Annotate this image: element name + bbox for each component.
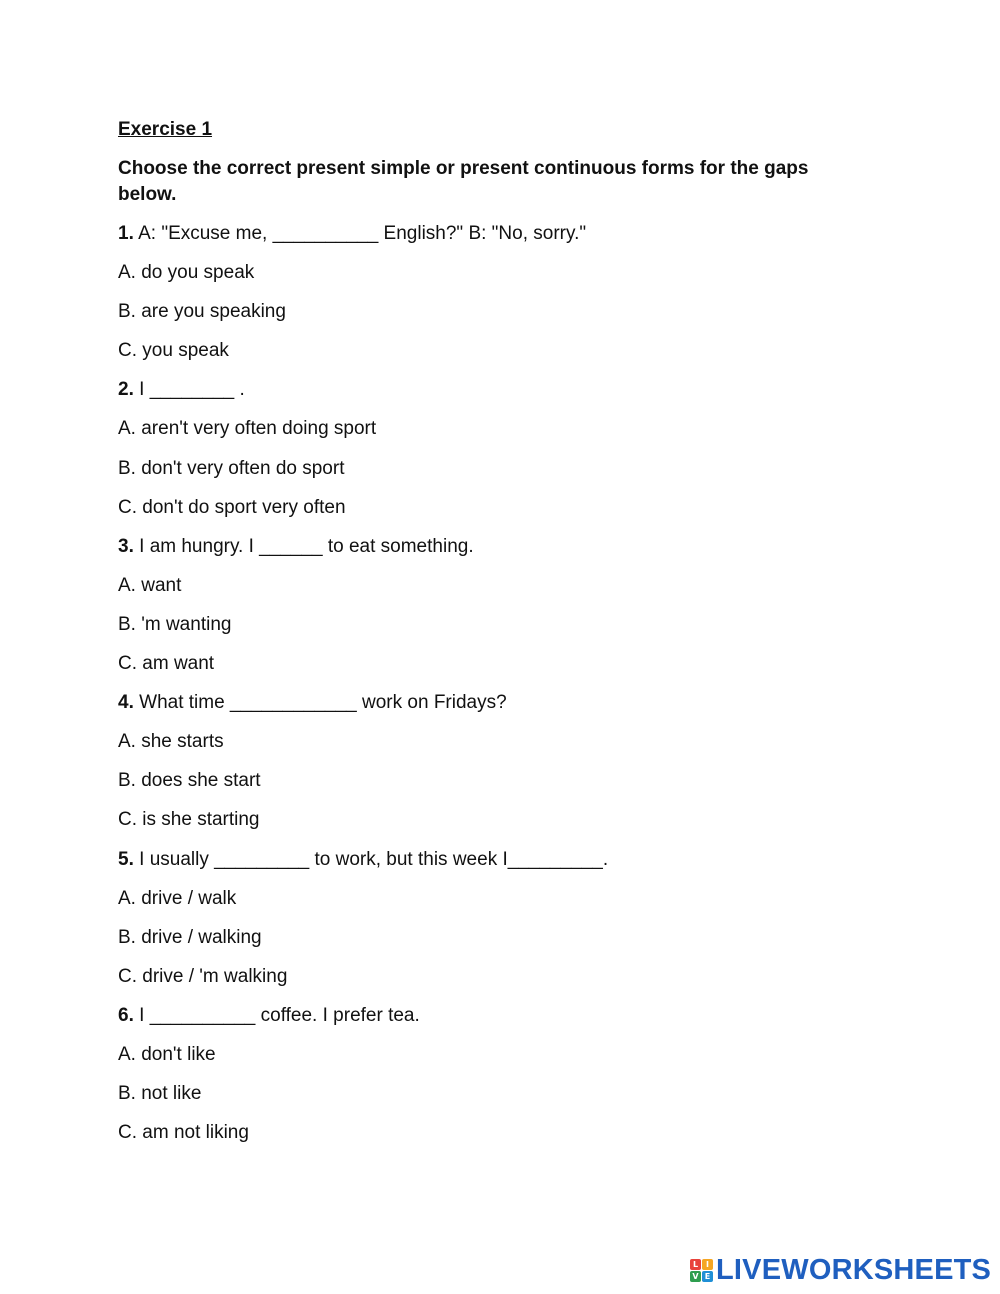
worksheet-page: [118, 117, 858, 1159]
question-number: 1.: [118, 223, 134, 244]
logo-text: LIVEWORKSHEETS: [716, 1254, 992, 1286]
option-2c[interactable]: C. don't do sport very often: [118, 496, 346, 518]
exercise-instruction: Choose the correct present simple or present continuous forms for the gaps below.: [118, 158, 809, 205]
option-1c[interactable]: C. you speak: [118, 340, 229, 362]
question-number: 4.: [118, 692, 134, 714]
option-6b[interactable]: B. not like: [118, 1083, 202, 1105]
option-5a[interactable]: A. drive / walk: [118, 887, 237, 909]
question-text: I am hungry. I ______ to eat something.: [133, 535, 474, 557]
question-number: 6.: [118, 1004, 134, 1026]
option-4b[interactable]: B. does she start: [118, 770, 261, 792]
question-text: I usually _________ to work, but this week I_________.: [133, 848, 609, 870]
question-text: I ________ .: [133, 379, 245, 401]
option-3c[interactable]: C. am want: [118, 653, 215, 675]
option-4a[interactable]: A. she starts: [118, 731, 224, 753]
exercise-title: Exercise 1: [118, 119, 213, 140]
logo-mark-cell: E: [702, 1271, 713, 1282]
option-2a[interactable]: A. aren't very often doing sport: [118, 418, 377, 440]
question-4: [118, 690, 858, 716]
question-1: [118, 221, 858, 247]
question-6: [118, 1003, 858, 1029]
logo-mark-cell: L: [690, 1259, 701, 1270]
question-number: 2.: [118, 379, 134, 401]
option-6a[interactable]: A. don't like: [118, 1043, 216, 1065]
option-1a[interactable]: A. do you speak: [118, 262, 255, 284]
option-4c[interactable]: C. is she starting: [118, 809, 260, 831]
liveworksheets-logo[interactable]: [690, 1254, 991, 1286]
option-6c[interactable]: C. am not liking: [118, 1122, 249, 1144]
question-text: A: "Excuse me, __________ English?" B: "No, sorry.": [133, 223, 587, 244]
question-3: [118, 534, 858, 560]
question-text: What time ____________ work on Fridays?: [133, 692, 507, 714]
option-5b[interactable]: B. drive / walking: [118, 926, 262, 948]
logo-mark-cell: I: [702, 1259, 713, 1270]
logo-mark-cell: V: [690, 1271, 701, 1282]
option-1b[interactable]: B. are you speaking: [118, 301, 286, 323]
question-5: [118, 847, 858, 873]
liveworksheets-logo-icon: [690, 1259, 713, 1282]
question-number: 5.: [118, 848, 134, 870]
option-5c[interactable]: C. drive / 'm walking: [118, 965, 288, 987]
question-2: [118, 377, 858, 403]
question-text: I __________ coffee. I prefer tea.: [133, 1004, 420, 1026]
option-2b[interactable]: B. don't very often do sport: [118, 457, 345, 479]
option-3b[interactable]: B. 'm wanting: [118, 613, 232, 635]
question-number: 3.: [118, 535, 134, 557]
option-3a[interactable]: A. want: [118, 574, 182, 596]
